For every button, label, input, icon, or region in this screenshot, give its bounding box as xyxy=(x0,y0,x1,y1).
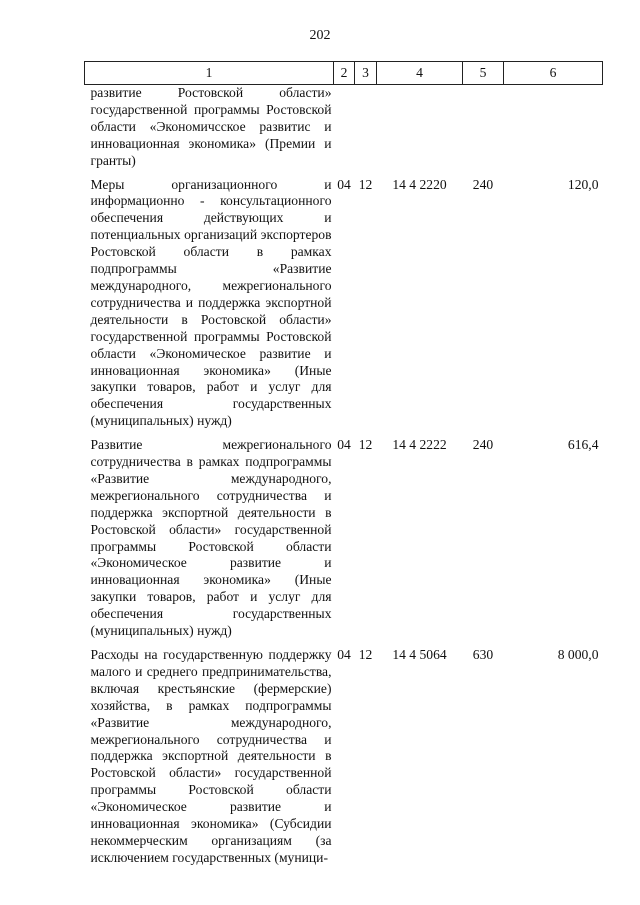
row-expense-type: 240 xyxy=(472,176,494,192)
table-row xyxy=(85,85,603,170)
row-section-code xyxy=(334,85,355,170)
row-amount xyxy=(504,85,603,170)
row-subsection-code: 12 xyxy=(358,647,373,662)
row-subsection-code: 12 xyxy=(358,176,373,192)
row-amount: 616,4 xyxy=(567,437,599,453)
row-amount: 8 000,0 xyxy=(557,647,599,662)
row-section-code: 04 xyxy=(337,647,351,662)
row-subsection-code: 12 xyxy=(358,437,373,453)
row-expense-type xyxy=(463,85,504,170)
row-section-code: 04 xyxy=(337,176,351,192)
column-header-5: 5 xyxy=(463,62,504,85)
row-target-article xyxy=(377,85,463,170)
row-subsection-code xyxy=(355,85,377,170)
row-target-article: 14 4 2222 xyxy=(392,437,447,453)
row-expense-type: 240 xyxy=(472,437,494,453)
row-description: Расходы на государственную поддержку малого и среднего предпринимательства, включая крестьянские (фермерские) хозяйства, в рамках подпрограммы «Развитие международного, межрегионального сотрудничества и поддержка экспортной деятельности в Ростовской области» государственной программы Ростовской области «Экономическое развитие и инновационная экономика» (Субсидии некоммерческим организациям (за исключением государственных (муници- xyxy=(90,647,332,865)
row-description: развитие Ростовской области» государственной программы Ростовской области «Экономичсское развитис и инновационная экономика» (Премии и гранты) xyxy=(90,85,332,168)
table-row xyxy=(85,640,603,867)
column-header-2: 2 xyxy=(334,62,355,85)
column-header-3: 3 xyxy=(355,62,377,85)
table-header-row xyxy=(85,62,603,85)
row-description: Развитие межрегионального сотрудничества в рамках подпрограммы «Развитие международного, межрегионального сотрудничества и поддержка экспортной деятельности в Ростовской области» государственной программы Ростовской области «Экономическое развитие и инновационная экономика» (Иные закупки товаров, работ и услуг для обеспечения государственных (муниципальных) нужд) xyxy=(90,437,332,639)
page-number: 202 xyxy=(309,28,331,43)
row-section-code: 04 xyxy=(337,437,351,453)
row-target-article: 14 4 5064 xyxy=(392,647,447,662)
table-row xyxy=(85,430,603,640)
row-amount: 120,0 xyxy=(567,176,599,192)
column-header-1: 1 xyxy=(85,62,334,85)
row-target-article: 14 4 2220 xyxy=(392,176,447,192)
row-description: Меры организационного и информационно - консультационного обеспечения действующих и потенциальных организаций экспортеров Ростовской области в рамках подпрограммы «Развитие международного, межрегионального сотрудничества и поддержка экспортной деятельности в Ростовской области» государственной программы Ростовской области «Экономическое развитие и инновационная экономика» (Иные закупки товаров, работ и услуг для обеспечения государственных (муниципальных) нужд) xyxy=(90,176,332,429)
row-expense-type: 630 xyxy=(472,647,494,662)
column-header-4: 4 xyxy=(377,62,463,85)
table-row xyxy=(85,170,603,431)
budget-table xyxy=(84,61,603,867)
column-header-6: 6 xyxy=(504,62,603,85)
